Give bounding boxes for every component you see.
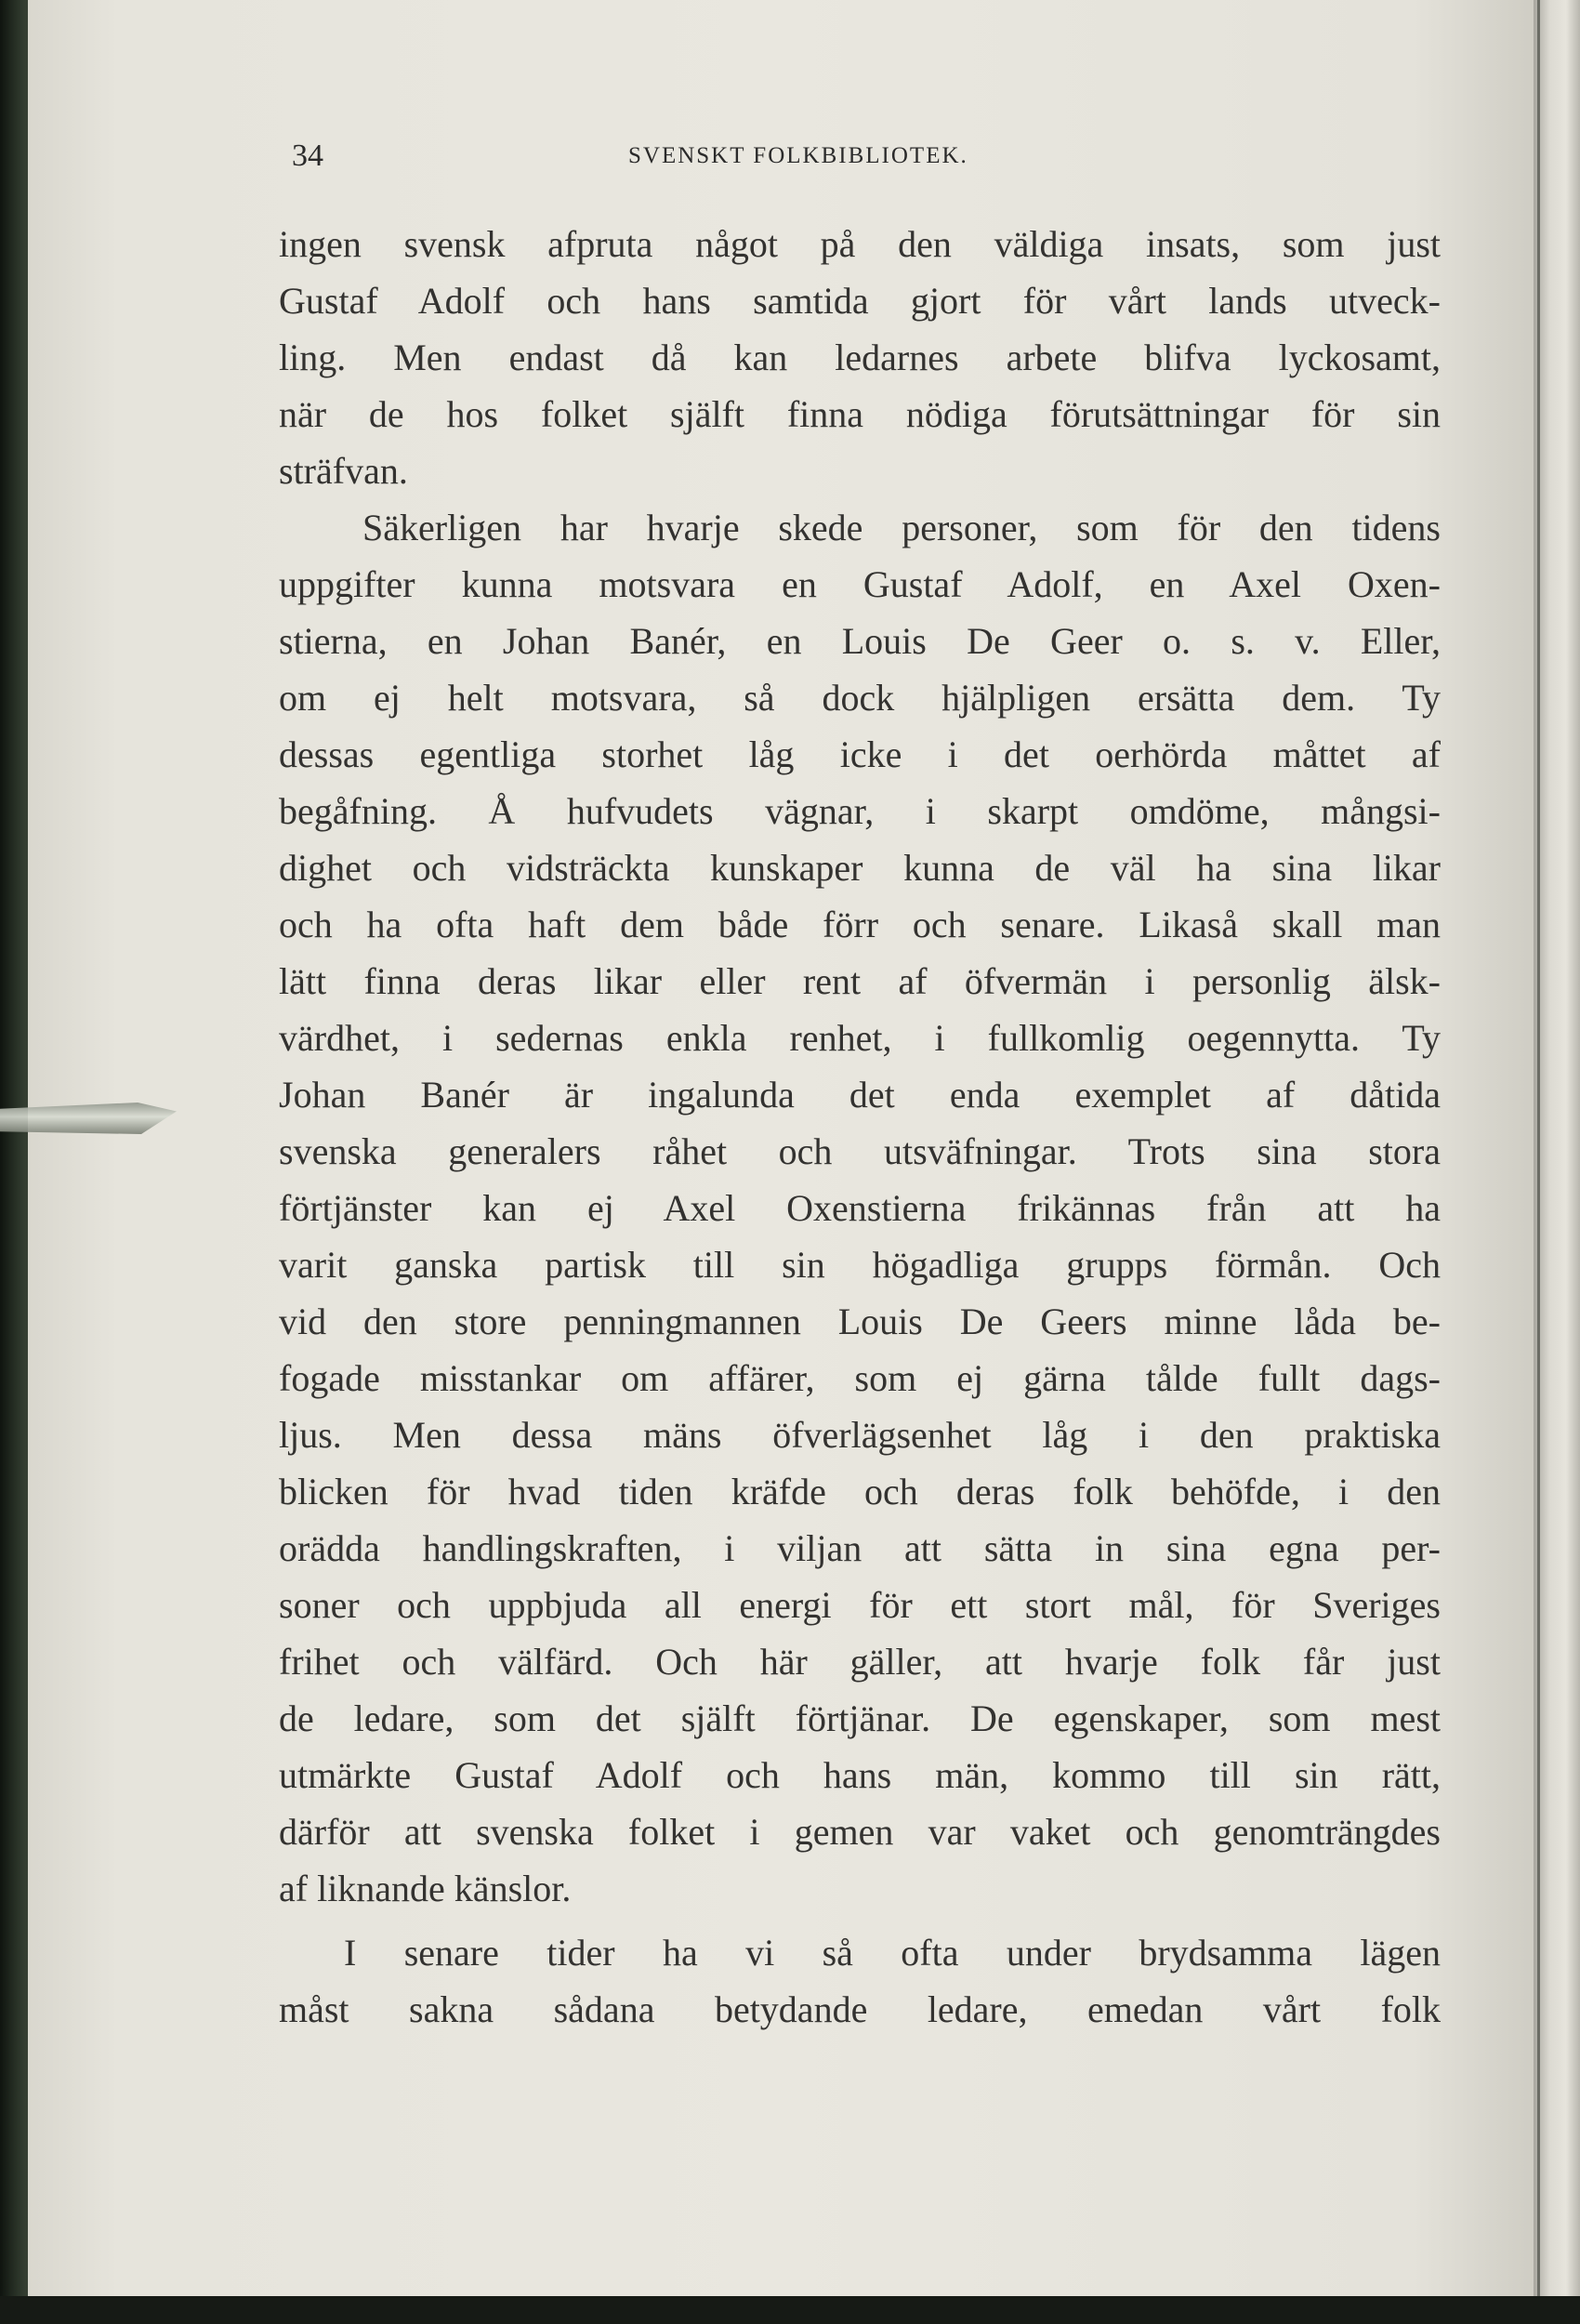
page-header: [292, 138, 1444, 175]
text-line: Säkerligen har hvarje skede personer, som för den tidens: [362, 507, 1441, 548]
text-line: uppgifter kunna motsvara en Gustaf Adolf, en Axel Oxen-: [279, 563, 1441, 605]
text-line: värdhet, i sedernas enkla renhet, i fullkomlig oegennytta. Ty: [279, 1017, 1441, 1059]
page-edge-right: [1534, 0, 1580, 2296]
text-line: ingen svensk afpruta något på den väldiga insats, som just: [279, 223, 1441, 265]
text-line: måst sakna sådana betydande ledare, emedan vårt folk: [279, 1988, 1441, 2030]
text-line: dessas egentliga storhet låg icke i det oerhörda måttet af: [279, 733, 1441, 775]
text-line: om ej helt motsvara, så dock hjälpligen ersätta dem. Ty: [279, 677, 1441, 719]
text-line: frihet och välfärd. Och här gäller, att hvarje folk får just: [279, 1641, 1441, 1683]
text-line: af liknande känslor.: [279, 1868, 572, 1909]
text-line: begåfning. Å hufvudets vägnar, i skarpt omdöme, mångsi-: [279, 790, 1441, 832]
page-number: 34: [292, 139, 323, 173]
text-line: Johan Banér är ingalunda det enda exemplet af dåtida: [279, 1074, 1441, 1116]
text-line: I senare tider ha vi så ofta under brydsamma lägen: [344, 1932, 1441, 1974]
text-line: lätt finna deras likar eller rent af öfvermän i personlig älsk-: [279, 960, 1441, 1002]
text-line: dighet och vidsträckta kunskaper kunna de väl ha sina likar: [279, 847, 1441, 889]
text-line: de ledare, som det själft förtjänar. De egenskaper, som mest: [279, 1697, 1441, 1739]
text-line: ling. Men endast då kan ledarnes arbete blifva lyckosamt,: [279, 337, 1441, 378]
text-line: stierna, en Johan Banér, en Louis De Geer o. s. v. Eller,: [279, 620, 1441, 662]
text-line: blicken för hvad tiden kräfde och deras folk behöfde, i den: [279, 1471, 1441, 1512]
text-line: därför att svenska folket i gemen var vaket och genomträngdes: [279, 1811, 1441, 1853]
book-spine-left: [0, 0, 32, 2324]
text-line: fogade misstankar om affärer, som ej gärna tålde fullt dags-: [279, 1357, 1441, 1399]
text-line: vid den store penningmannen Louis De Geers minne låda be-: [279, 1301, 1441, 1342]
text-line: och ha ofta haft dem både förr och senare. Likaså skall man: [279, 904, 1441, 945]
text-line: utmärkte Gustaf Adolf och hans män, kommo till sin rätt,: [279, 1754, 1441, 1796]
text-line: varit ganska partisk till sin högadliga grupps förmån. Och: [279, 1244, 1441, 1286]
text-line: ljus. Men dessa mäns öfverlägsenhet låg i den praktiska: [279, 1414, 1441, 1456]
text-line: sträfvan.: [279, 450, 408, 492]
text-line: svenska generalers råhet och utsväfningar. Trots sina stora: [279, 1130, 1441, 1172]
scan-bottom-band: [0, 2296, 1580, 2324]
running-title: SVENSKT FOLKBIBLIOTEK.: [628, 143, 968, 168]
text-line: soner och uppbjuda all energi för ett stort mål, för Sveriges: [279, 1584, 1441, 1626]
text-line: förtjänster kan ej Axel Oxenstierna frikännas från att ha: [279, 1187, 1441, 1229]
text-line: Gustaf Adolf och hans samtida gjort för vårt lands utveck-: [279, 280, 1441, 322]
text-line: när de hos folket själft finna nödiga förutsättningar för sin: [279, 393, 1441, 435]
text-line: orädda handlingskraften, i viljan att sätta in sina egna per-: [279, 1527, 1441, 1569]
